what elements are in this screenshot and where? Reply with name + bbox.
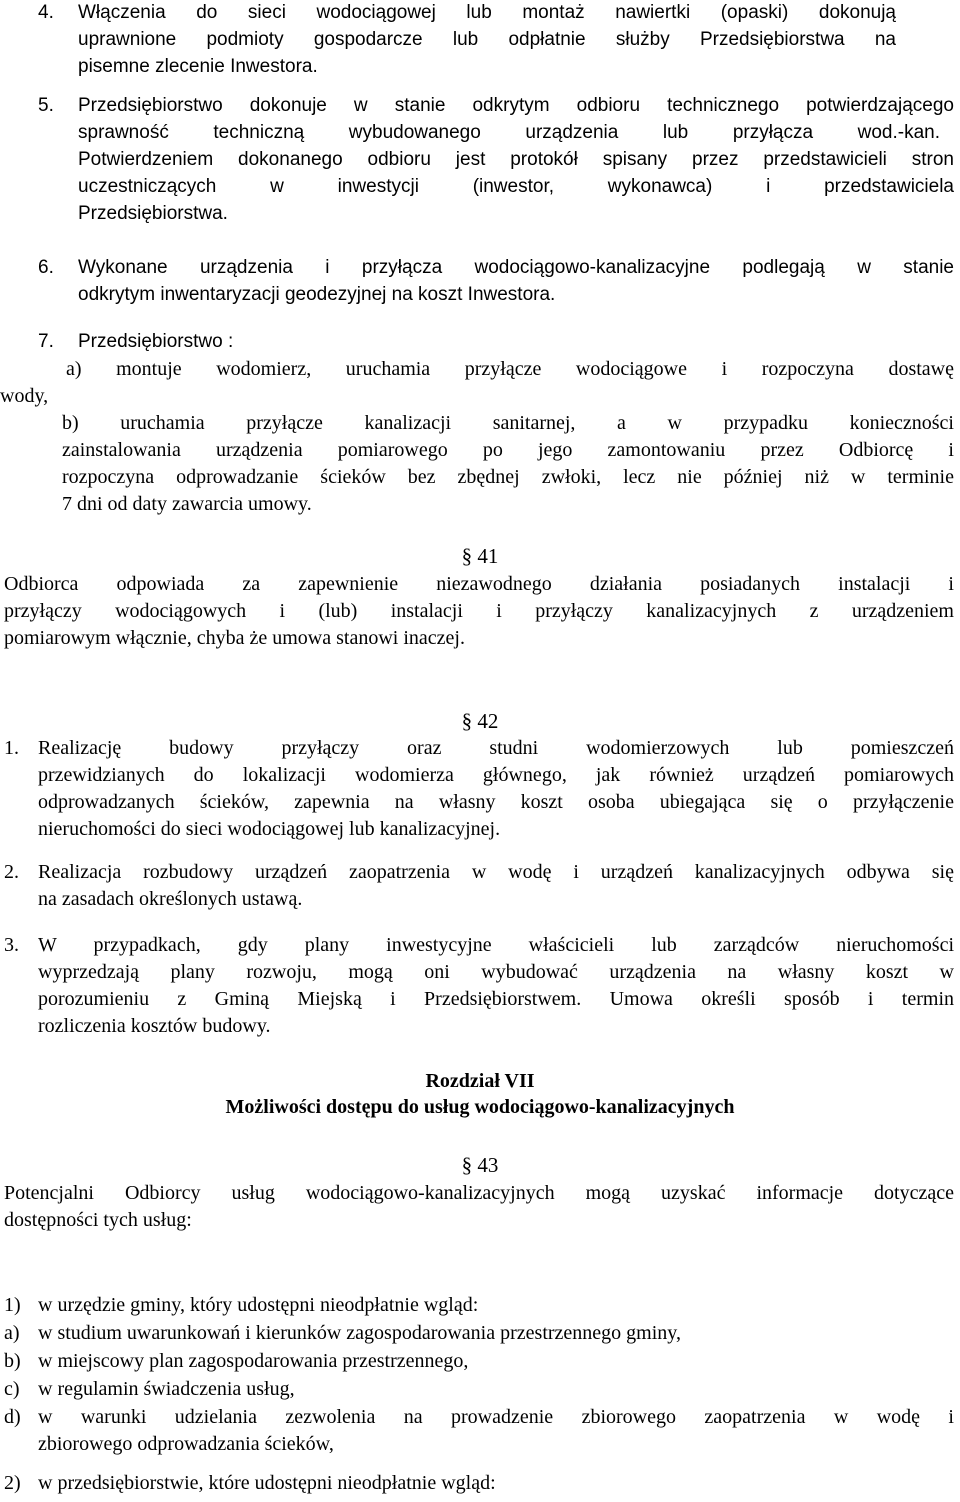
section-42-item-2-text (38, 859, 954, 913)
item-5-number: 5. (38, 95, 54, 116)
section-42-item-1-line: Realizację budowy przyłączy oraz studni wodomierzowych lub pomieszczeń (38, 737, 954, 759)
chapter-title: Rozdział VII (425, 1070, 535, 1092)
list-item-text (38, 1404, 954, 1458)
item-7b-line: rozpoczyna odprowadzanie ścieków bez zbędnej zwłoki, lecz nie później niż w terminie (62, 466, 954, 488)
list-item-number: 1) (4, 1294, 21, 1316)
section-42-item-3-line: wyprzedzają plany rozwoju, mogą oni wybudować urządzenia na własny koszt w (38, 961, 954, 983)
list-item-line: zbiorowego odprowadzania ścieków, (38, 1433, 334, 1455)
item-7a-continuation: wody, (0, 385, 49, 407)
item-4-line: pisemne zlecenie Inwestora. (78, 56, 318, 77)
section-43-line: Potencjalni Odbiorcy usług wodociągowo-kanalizacyjnych mogą uzyskać informacje dotyczące (4, 1182, 954, 1204)
item-6-line: Wykonane urządzenia i przyłącza wodociągowo-kanalizacyjne podlegają w stanie (78, 257, 954, 278)
list-item-text: w studium uwarunkowań i kierunków zagospodarowania przestrzennego gminy, (38, 1322, 681, 1344)
item-7-number: 7. (38, 331, 54, 352)
section-42-item-2-number: 2. (4, 861, 19, 883)
item-7a-text (66, 356, 954, 383)
list-item-number: b) (4, 1350, 21, 1372)
section-42-item-1-text (38, 735, 954, 843)
section-41-heading: § 41 (461, 544, 499, 568)
item-6-line: odkrytym inwentaryzacji geodezyjnej na koszt Inwestora. (78, 284, 556, 305)
item-5-line: Potwierdzeniem dokonanego odbioru jest protokół spisany przez przedstawicieli stron (78, 149, 954, 170)
section-42-item-3-line: rozliczenia kosztów budowy. (38, 1015, 271, 1037)
section-41-line: pomiarowym włącznie, chyba że umowa stanowi inaczej. (4, 627, 465, 649)
section-42-item-1-line: przewidzianych do lokalizacji wodomierza głównego, jak również urządzeń pomiarowych (38, 764, 954, 786)
section-41-line: przyłączy wodociągowych i (lub) instalacji i przyłączy kanalizacyjnych z urządzeniem (4, 600, 954, 622)
chapter-subtitle: Możliwości dostępu do usług wodociągowo-kanalizacyjnych (225, 1096, 735, 1118)
section-42-item-2-line: na zasadach określonych ustawą. (38, 888, 303, 910)
item-7b-line: b) uruchamia przyłącze kanalizacji sanitarnej, a w przypadku konieczności (62, 412, 954, 434)
list-item-text: w regulamin świadczenia usług, (38, 1378, 295, 1400)
section-41-text (4, 571, 954, 652)
item-4-number: 4. (38, 2, 54, 23)
item-5-line: uczestniczących w inwestycji (inwestor, wykonawca) i przedstawiciela (78, 176, 954, 197)
section-43-line: dostępności tych usług: (4, 1209, 192, 1231)
item-5-line: Przedsiębiorstwa. (78, 203, 228, 224)
section-42-item-3-line: W przypadkach, gdy plany inwestycyjne właścicieli lub zarządców nieruchomości (38, 934, 954, 956)
section-42-item-1-number: 1. (4, 737, 19, 759)
item-5-text (78, 92, 954, 227)
item-6-number: 6. (38, 257, 54, 278)
item-5-line: Przedsiębiorstwo dokonuje w stanie odkrytym odbioru technicznego potwierdzającego (78, 95, 954, 116)
list-item-text: w przedsiębiorstwie, które udostępni nieodpłatnie wgląd: (38, 1472, 496, 1494)
item-4-line: uprawnione podmioty gospodarcze lub odpłatnie służby Przedsiębiorstwa na (78, 29, 896, 50)
section-42-item-1-line: odprowadzanych ścieków, zapewnia na własny koszt osoba ubiegająca się o przyłączenie (38, 791, 954, 813)
section-42-item-3-number: 3. (4, 934, 19, 956)
item-7a-line: a) montuje wodomierz, uruchamia przyłącze wodociągowe i rozpoczyna dostawę (66, 358, 954, 380)
list-item-number: 2) (4, 1472, 21, 1494)
item-7-heading: Przedsiębiorstwo : (78, 331, 234, 352)
section-43-heading: § 43 (461, 1153, 499, 1177)
section-42-heading: § 42 (461, 709, 499, 733)
section-42-item-3-text (38, 932, 954, 1040)
item-7b-text (62, 410, 954, 518)
item-4-line: Włączenia do sieci wodociągowej lub montaż nawiertki (opaski) dokonują (78, 2, 896, 23)
section-42-item-2-line: Realizacja rozbudowy urządzeń zaopatrzenia w wodę i urządzeń kanalizacyjnych odbywa się (38, 861, 954, 883)
section-43-text (4, 1180, 954, 1234)
section-41-line: Odbiorca odpowiada za zapewnienie niezawodnego działania posiadanych instalacji i (4, 573, 954, 595)
list-item-number: c) (4, 1378, 20, 1400)
list-item-text: w urzędzie gminy, który udostępni nieodpłatnie wgląd: (38, 1294, 479, 1316)
section-42-item-3-line: porozumieniu z Gminą Miejską i Przedsiębiorstwem. Umowa określi sposób i termin (38, 988, 954, 1010)
item-7b-line: zainstalowania urządzenia pomiarowego po jego zamontowaniu przez Odbiorcę i (62, 439, 954, 461)
item-7b-line: 7 dni od daty zawarcia umowy. (62, 493, 312, 515)
list-item-line: w warunki udzielania zezwolenia na prowadzenie zbiorowego zaopatrzenia w wodę i (38, 1406, 954, 1428)
section-42-item-1-line: nieruchomości do sieci wodociągowej lub kanalizacyjnej. (38, 818, 501, 840)
item-6-text (78, 254, 954, 308)
list-item-text: w miejscowy plan zagospodarowania przestrzennego, (38, 1350, 469, 1372)
item-4-text (78, 0, 896, 80)
list-item-number: a) (4, 1322, 20, 1344)
list-item-number: d) (4, 1406, 21, 1428)
item-5-line: sprawność techniczną wybudowanego urządzenia lub przyłącza wod.-kan. (78, 122, 940, 143)
